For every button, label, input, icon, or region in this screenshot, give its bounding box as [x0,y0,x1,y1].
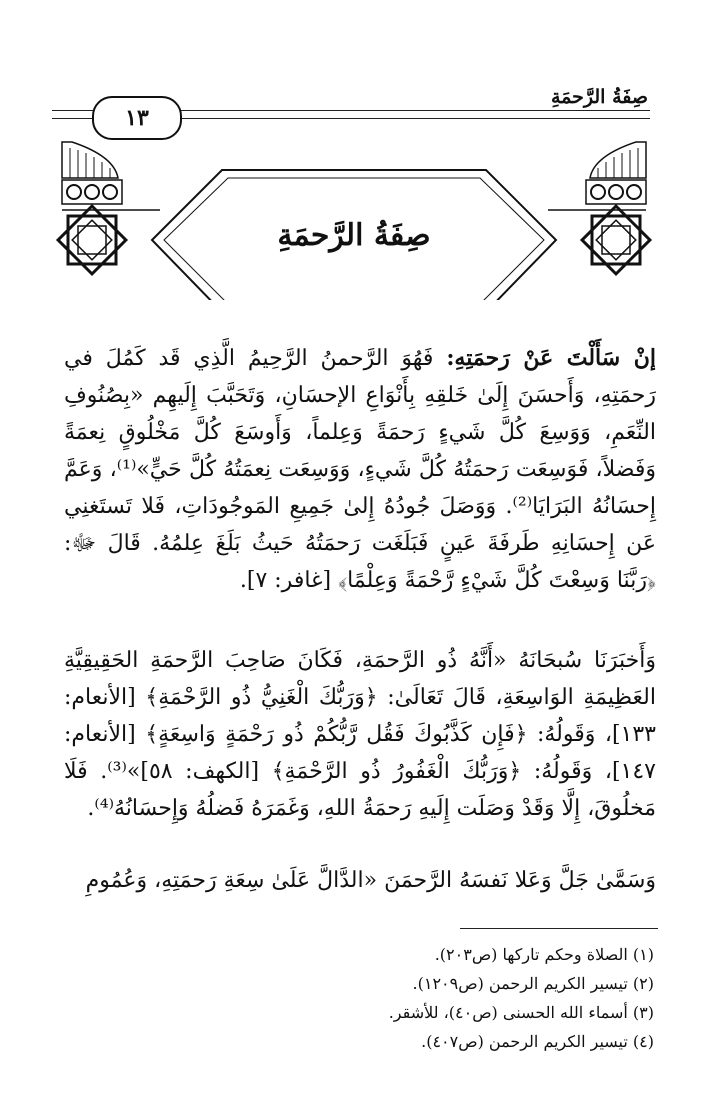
paragraph-1-lead: إنْ سَأَلْتَ عَنْ رَحمَتِهِ: [446,345,656,371]
footnote-3: (٣) أسماء الله الحسنى (ص٤٠)، للأشقر. [388,1003,654,1022]
paragraph-1 [64,340,656,599]
paragraph-2-text: وَأَخبَرَنَا سُبحَانَهُ «أَنَّهُ ذُو الرَّحمَةِ، فَكَانَ صَاحِبَ الرَّحمَةِ الحَقِيقِيَّةِ العَظِيمَةِ الوَاسِعَةِ، قَالَ تَعَالَىٰ: ﴿وَرَبُّكَ الْغَنِيُّ ذُو الرَّحْمَةِ﴾ [الأنعام: ١٣٣]، وَقَولُهُ: ﴿فَإِن كَذَّبُوكَ فَقُل رَّبُّكُمْ ذُو رَحْمَةٍ وَاسِعَةٍ﴾ [الأنعام: ١٤٧]، وَقَولُهُ: ﴿وَرَبُّكَ الْغَفُورُ ذُو الرَّحْمَةِ﴾ [الكهف: ٥٨]»⁽³⁾. فَلَا مَخلُوقَ، إِلَّا وَقَدْ وَصَلَت إِلَيهِ رَحمَةُ اللهِ، وَغَمَرَهُ فَضلُهُ وَإِحسَانُهُ⁽⁴⁾. [64,648,656,821]
footnotes [54,940,654,1056]
running-title: صِفَةُ الرَّحمَةِ [550,86,648,108]
left-tower-ornament [62,142,160,210]
page-number: ١٣ [92,96,182,140]
footnote-separator [460,928,658,929]
chapter-banner-ornament [0,0,708,300]
paragraph-3 [64,862,656,899]
footnote-2: (٢) تيسير الكريم الرحمن (ص١٢٠٩). [412,974,654,993]
footnote-4: (٤) تيسير الكريم الرحمن (ص٤٠٧). [421,1032,654,1051]
paragraph-2 [64,642,656,827]
paragraph-1-text: فَهُوَ الرَّحمنُ الرَّحِيمُ الَّذِي قَد كَمُلَ في رَحمَتِهِ، وَأَحسَنَ إِلَىٰ خَلقِهِ بِأَنْوَاعِ الإحسَانِ، وَتَحَبَّبَ إِلَيهِم «بِصُنُوفِ النِّعَمِ، وَوَسِعَ كُلَّ شَيءٍ رَحمَةً وَعِلماً، وَأَوسَعَ كُلَّ مَخْلُوقٍ نِعمَةً وَفَضلاً، فَوَسِعَت رَحمَتُهُ كُلَّ شَيءٍ، وَوَسِعَت نِعمَتُهُ كُلَّ حَيٍّ»⁽¹⁾، وَعَمَّ إِحسَانُهُ البَرَايَا⁽²⁾. وَوَصَلَ جُودُهُ إِلىٰ جَمِيعِ المَوجُودَاتِ، فَلا تَستَغنِي عَن إِحسَانِهِ طَرفَةَ عَينٍ فَبَلَغَت رَحمَتُهُ حَيثُ بَلَغَ عِلمُهُ. قَالَ ﷻ: ﴿رَبَّنَا وَسِعْتَ كُلَّ شَيْءٍ رَّحْمَةً وَعِلْمًا﴾ [غافر: ٧]. [64,346,657,593]
left-star-ornament [58,206,126,274]
paragraph-3-text: وَسَمَّىٰ جَلَّ وَعَلا نَفسَهُ الرَّحمَنَ «الدَّالَّ عَلَىٰ سِعَةِ رَحمَتِهِ، وَعُمُومِ [85,868,656,893]
chapter-title: صِفَةُ الرَّحمَةِ [277,218,431,253]
right-tower-ornament [548,142,646,210]
footnote-1: (١) الصلاة وحكم تاركها (ص٢٠٣). [434,945,654,964]
right-star-ornament [582,206,650,274]
